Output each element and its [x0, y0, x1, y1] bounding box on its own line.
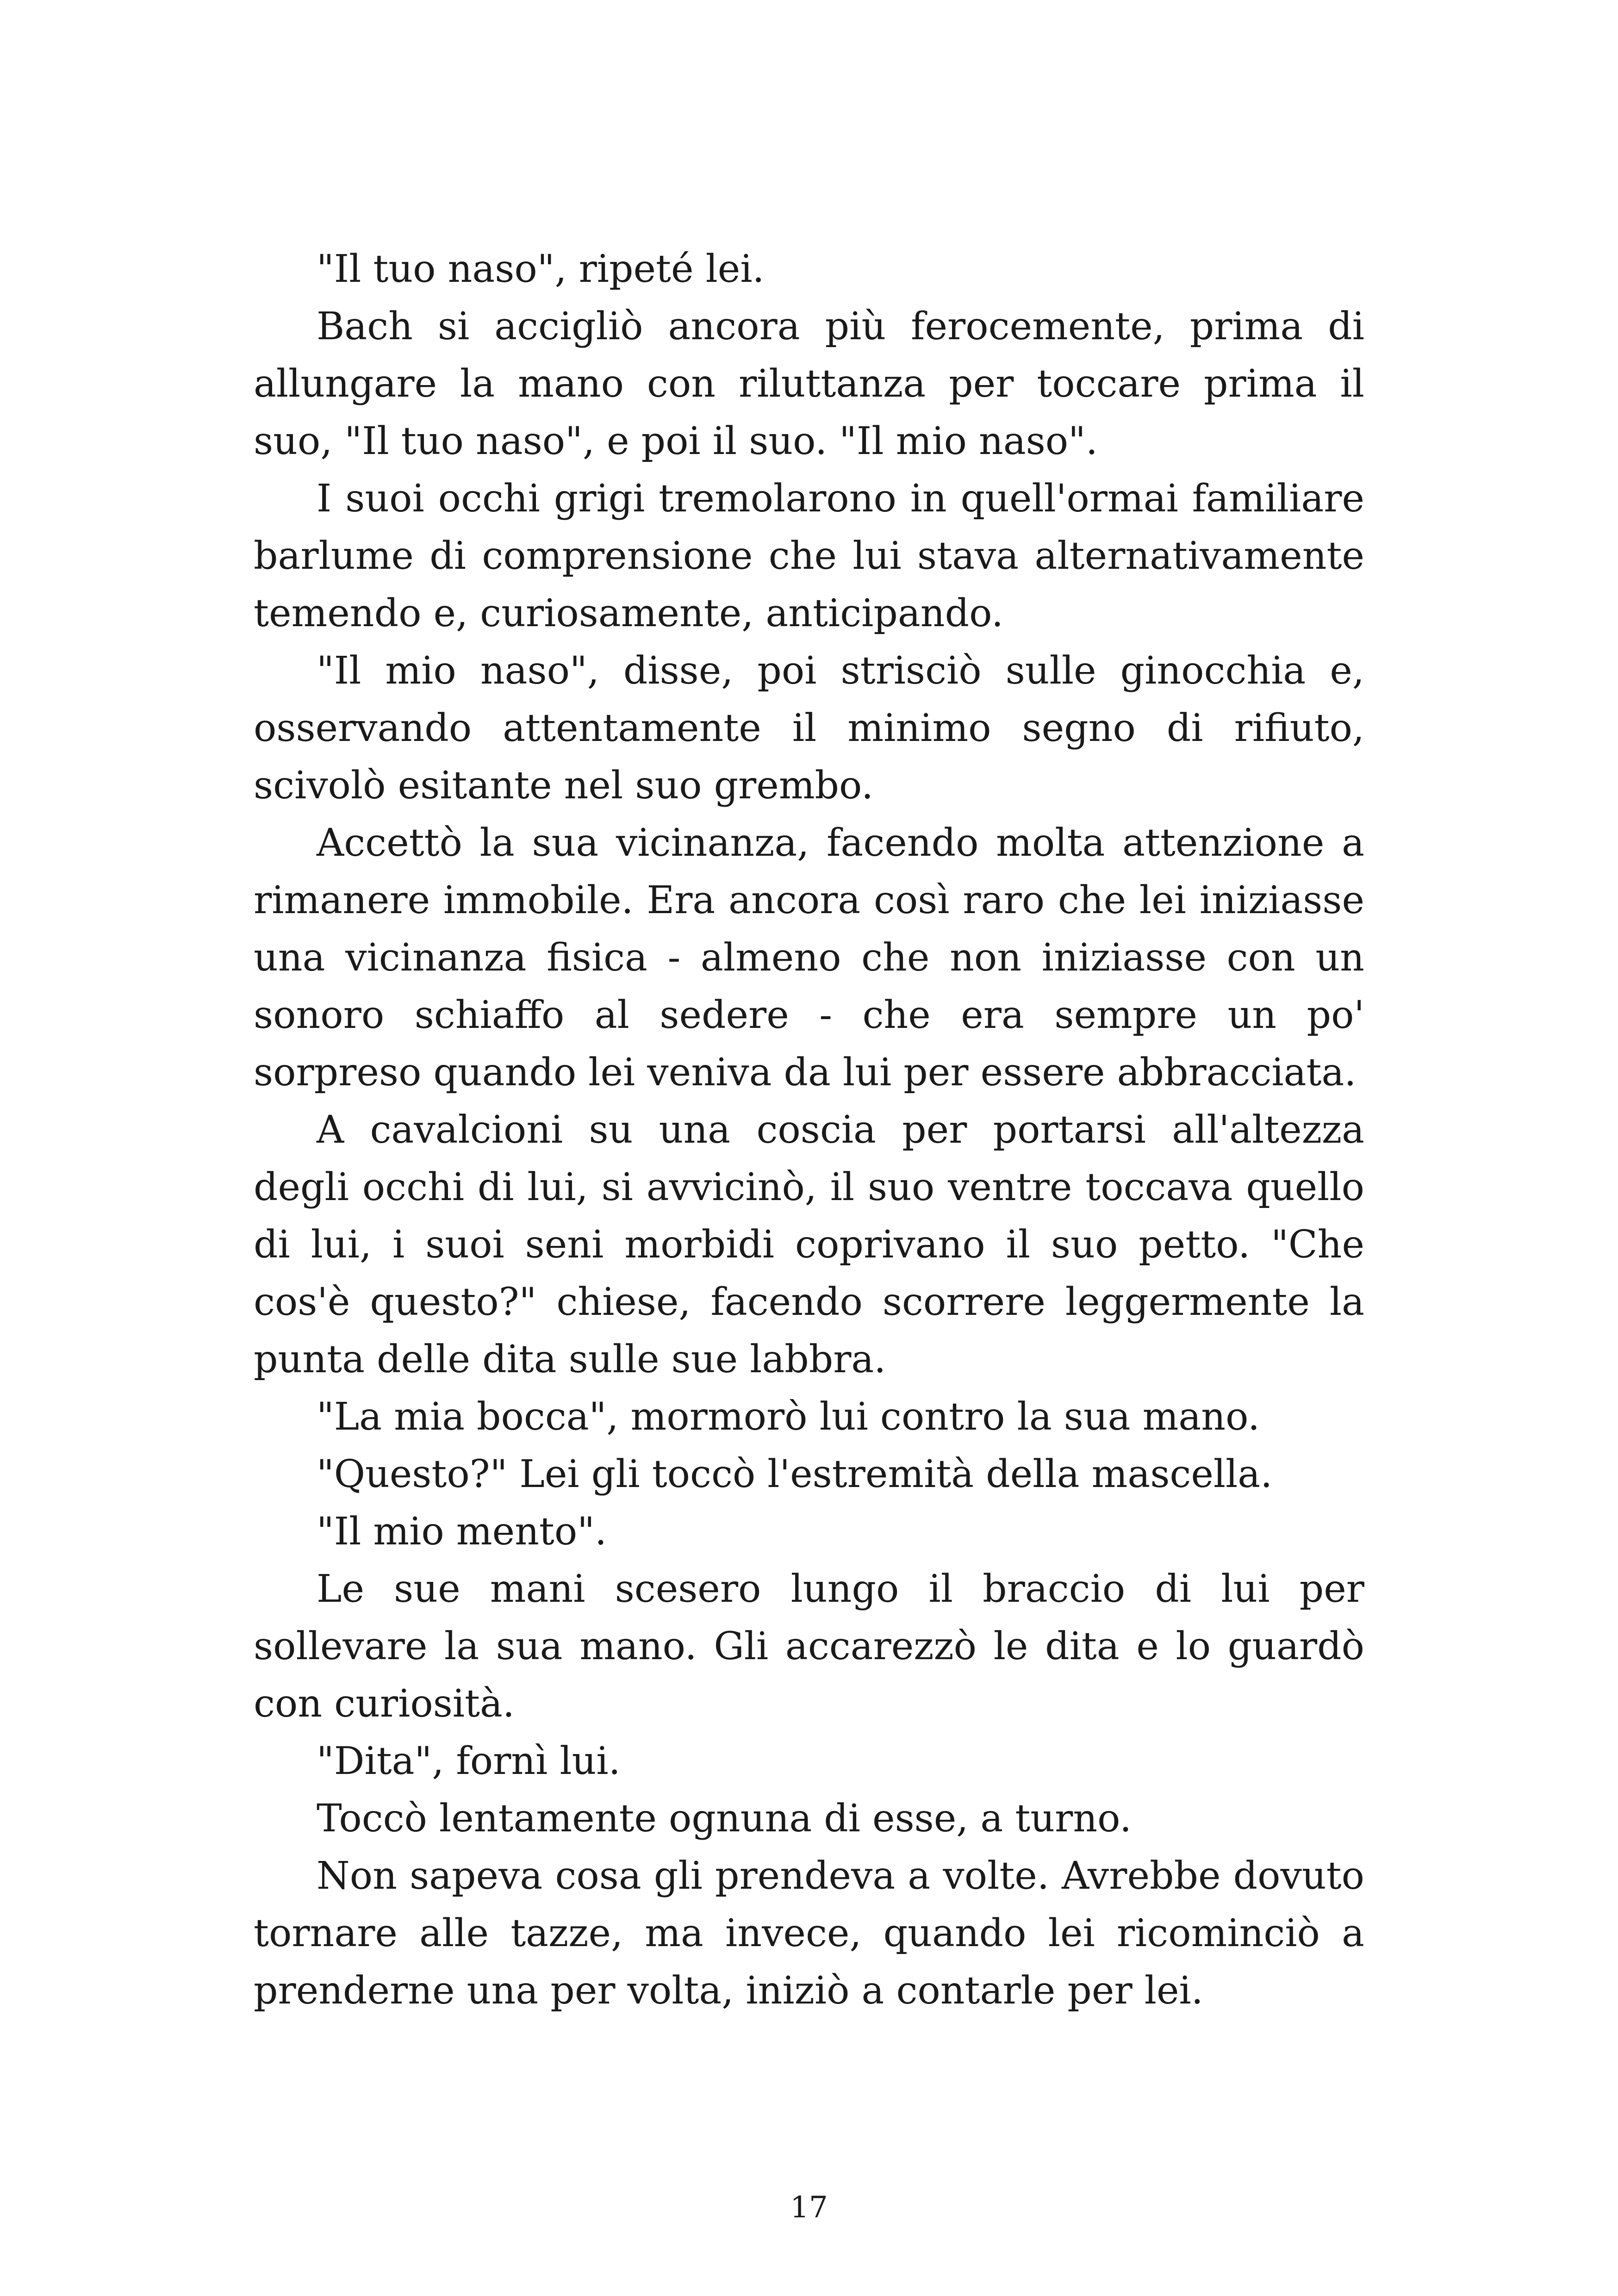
paragraph: I suoi occhi grigi tremolarono in quell'ormai familiare barlume di comprensione che lui stava alternativamente temendo e, curiosamente, anticipando. — [254, 477, 1364, 635]
paragraph: Accettò la sua vicinanza, facendo molta attenzione a rimanere immobile. Era ancora così raro che lei iniziasse una vicinanza fisica - almeno che non iniziasse con un sonoro schiaffo al sedere - che era sempre un po' sorpreso quando lei veniva da lui per essere abbracciata. — [254, 821, 1364, 1095]
page-number: 17 — [790, 2190, 828, 2225]
paragraph: "La mia bocca", mormorò lui contro la sua mano. — [317, 1395, 1260, 1439]
paragraph: Bach si accigliò ancora più ferocemente, prima di allungare la mano con riluttanza per toccare prima il suo, "Il tuo naso", e poi il suo. "Il mio naso". — [254, 305, 1364, 463]
paragraph: A cavalcioni su una coscia per portarsi all'altezza degli occhi di lui, si avvicinò, il suo ventre toccava quello di lui, i suoi seni morbidi coprivano il suo petto. "Che cos'è questo?" chiese, facendo scorrere leggermente la punta delle dita sulle sue labbra. — [254, 1108, 1364, 1381]
paragraph: Non sapeva cosa gli prendeva a volte. Avrebbe dovuto tornare alle tazze, ma invece, quando lei ricominciò a prenderne una per volta, iniziò a contarle per lei. — [254, 1854, 1364, 2013]
paragraph: "Il tuo naso", ripeté lei. — [317, 247, 765, 291]
paragraph: "Il mio naso", disse, poi strisciò sulle ginocchia e, osservando attentamente il minimo segno di rifiuto, scivolò esitante nel suo grembo. — [254, 649, 1364, 808]
paragraph: "Il mio mento". — [317, 1510, 607, 1554]
paragraph: "Questo?" Lei gli toccò l'estremità della mascella. — [317, 1452, 1273, 1496]
paragraph: Le sue mani scesero lungo il braccio di lui per sollevare la sua mano. Gli accarezzò le dita e lo guardò con curiosità. — [254, 1567, 1364, 1726]
body-text — [254, 241, 1364, 2020]
paragraph: "Dita", fornì lui. — [317, 1739, 621, 1783]
paragraph: Toccò lentamente ognuna di esse, a turno. — [317, 1797, 1132, 1841]
